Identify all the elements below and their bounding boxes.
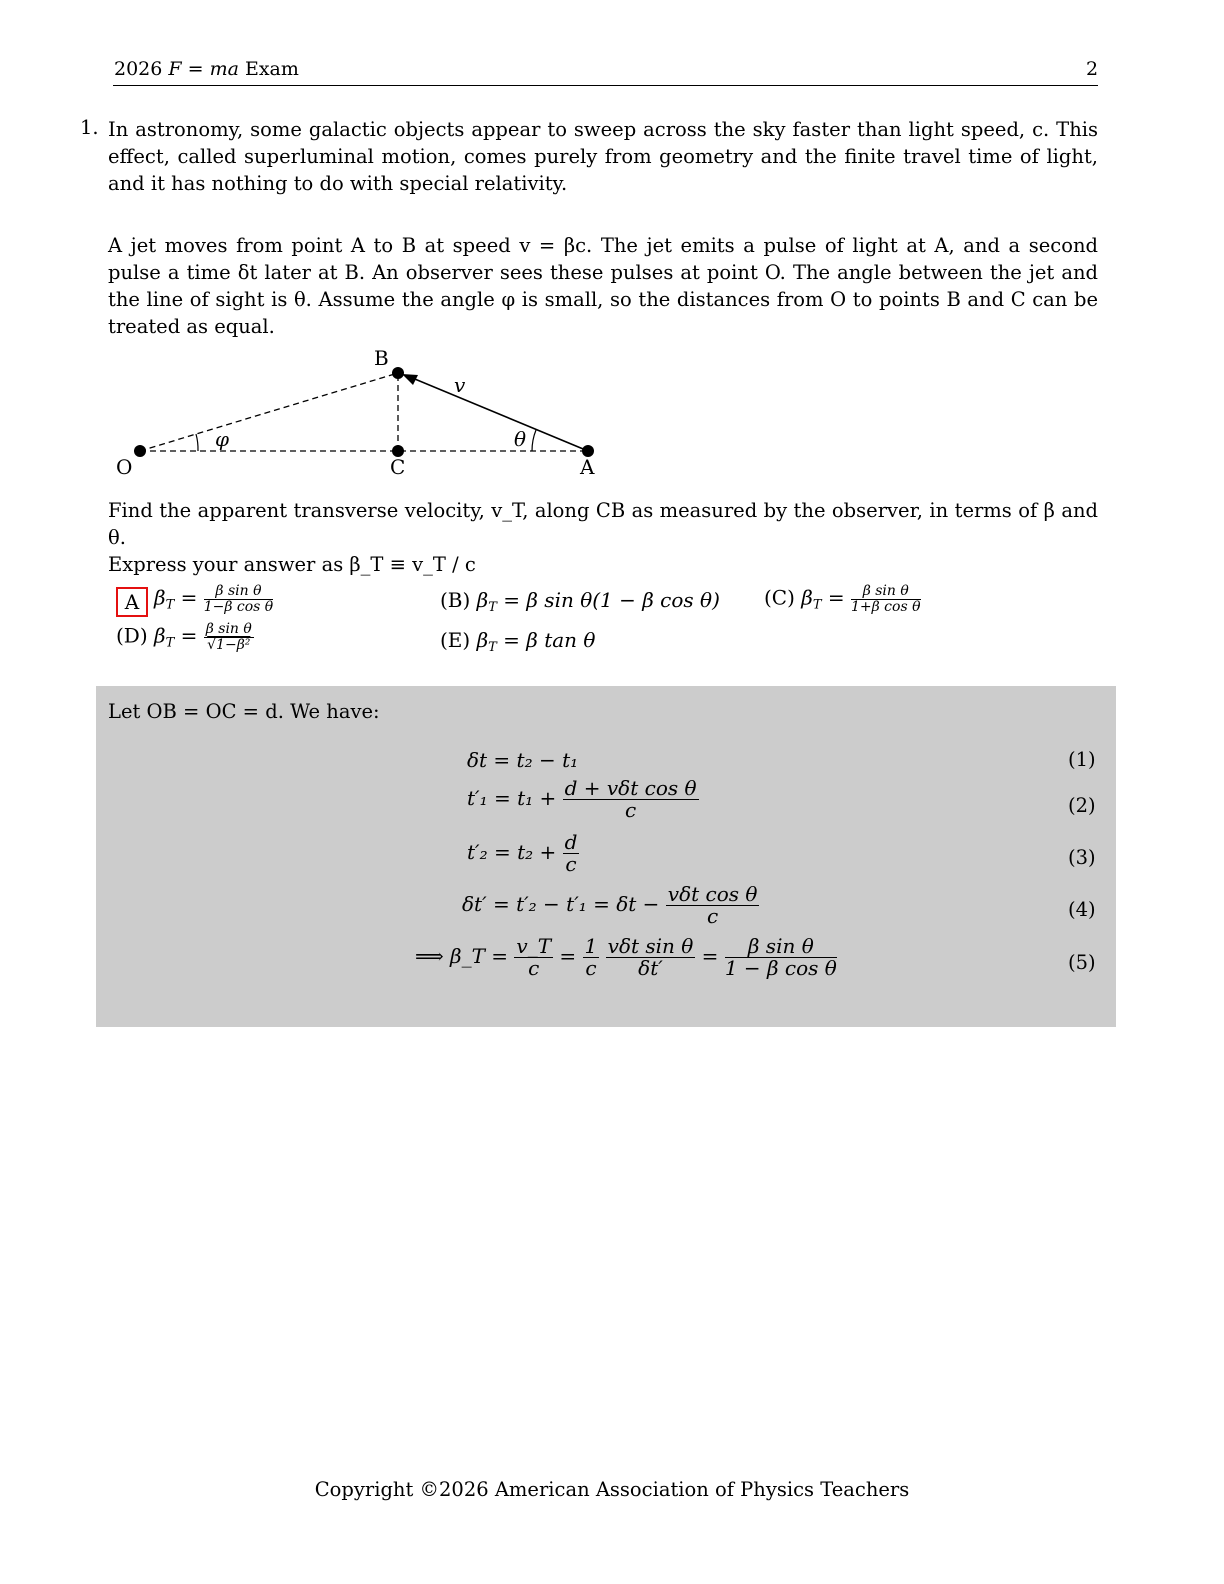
line-ob xyxy=(140,373,398,451)
equation-2-number: (2) xyxy=(1068,794,1096,817)
equation-5-number: (5) xyxy=(1068,951,1096,974)
jet-arrowhead xyxy=(402,374,418,385)
equation-3-fraction xyxy=(563,832,580,875)
phi-arc xyxy=(196,434,198,451)
label-theta: θ xyxy=(514,427,527,451)
equation-4-lhs: δt′ = t′₂ − t′₁ = δt − xyxy=(462,892,660,916)
equation-1: δt = t₂ − t₁ xyxy=(467,748,579,772)
choice-c[interactable]: (C) $\beta_T$ = $\frac{\text{β sin θ}}{\text{1+β cos θ}}$ xyxy=(764,583,921,615)
choice-c-num: β sin θ xyxy=(851,584,921,600)
equation-3-den: c xyxy=(565,852,577,876)
theta-arc xyxy=(532,430,536,451)
equation-2-lhs: t′₁ = t₁ + xyxy=(467,786,557,810)
exam-title-suffix: Exam xyxy=(238,58,299,80)
equation-4-number: (4) xyxy=(1068,898,1096,921)
choice-a-letter[interactable]: A xyxy=(124,590,140,614)
choice-b-label: (B) xyxy=(440,588,471,612)
equation-2-num: d + vδt cos θ xyxy=(564,776,697,800)
label-v: v xyxy=(454,373,466,397)
question-number: 1. xyxy=(80,116,99,139)
equation-4-fraction xyxy=(666,884,760,927)
choice-d-fraction xyxy=(204,622,254,652)
equation-3 xyxy=(467,832,579,875)
exam-title xyxy=(114,58,299,80)
equation-4-num: vδt cos θ xyxy=(667,882,758,906)
choice-e-label: (E) xyxy=(440,628,471,652)
question-prompt: Find the apparent transverse velocity, v_T, along CB as measured by the observer, in terms of β and θ. xyxy=(108,499,1098,549)
equation-5-frac-3 xyxy=(606,936,696,979)
equation-4-den: c xyxy=(707,904,719,928)
equation-5-frac-3-num: vδt sin θ xyxy=(607,934,694,958)
exam-year: 2026 xyxy=(114,58,169,80)
choice-c-fraction xyxy=(851,584,921,614)
point-b xyxy=(392,367,404,379)
choice-c-den: 1+β cos θ xyxy=(851,598,921,615)
jet-arrow xyxy=(410,377,588,451)
choice-d-den: √1−β² xyxy=(207,636,251,653)
solution-intro: Let OB = OC = d. We have: xyxy=(108,700,380,723)
choice-e-expr: β tan θ xyxy=(526,628,596,652)
choice-a[interactable]: $\beta_T$ = $\frac{\text{β sin θ}}{\text{1−β cos θ}}$ xyxy=(154,583,274,615)
equation-5-frac-4-den: 1 − β cos θ xyxy=(724,956,837,980)
equation-3-number: (3) xyxy=(1068,846,1096,869)
geometry-diagram xyxy=(0,330,700,490)
label-b: B xyxy=(374,346,389,370)
equation-5-frac-2 xyxy=(583,936,600,979)
choice-b[interactable]: (B) $\beta_T = \beta$ sin θ(1 − β cos θ) xyxy=(440,588,720,615)
equation-5-frac-2-den: c xyxy=(585,956,597,980)
equation-4 xyxy=(462,884,759,927)
page-number: 2 xyxy=(1086,58,1099,80)
question-paragraph-2: A jet moves from point A to B at speed v = βc. The jet emits a pulse of light at A, and a second pulse a time δt later at B. An observer sees these pulses at point O. The angle between the jet and the line of sight is θ. Assume the angle φ is small, so the distances from O to points B and C can be treated as equal. xyxy=(108,234,1098,338)
equation-5-lhs: β_T = xyxy=(450,944,509,968)
question-paragraph-1: In astronomy, some galactic objects appear to sweep across the sky faster than light speed, c. This effect, called superluminal motion, comes purely from geometry and the finite travel time of light, and it has nothing to do with special relativity. xyxy=(108,118,1098,195)
choice-d[interactable]: (D) $\beta_T$ = $\frac{\text{β sin θ}}{\text{√1−β²}}$ xyxy=(116,621,252,653)
equation-5-frac-1 xyxy=(514,936,553,979)
choice-d-label: (D) xyxy=(116,623,148,648)
copyright-footer: Copyright ©2026 American Association of Physics Teachers xyxy=(314,1478,910,1501)
equation-5-frac-2-num: 1 xyxy=(584,934,598,958)
label-c: C xyxy=(390,455,406,479)
equation-5-frac-4 xyxy=(725,936,837,979)
equation-5-frac-1-num: v_T xyxy=(516,934,552,958)
point-o xyxy=(134,445,146,457)
implies-arrow: ⟹ xyxy=(415,944,444,968)
choice-e[interactable]: (E) $\beta_T = \beta$ tan θ xyxy=(440,628,596,655)
equation-5: ⟹ β_T = $\frac{v\_T}{c}$ = $\frac{1}{c}$ $\frac{\text{vδt sin θ}}{\delta t'}$ = $\frac{\text{β sin θ}}{\text{1 − β cos θ}}$ xyxy=(415,934,837,980)
label-o: O xyxy=(116,455,133,479)
question-paragraph-3 xyxy=(108,497,1098,578)
label-a: A xyxy=(580,455,595,479)
choice-d-num: β sin θ xyxy=(205,621,252,637)
label-phi: φ xyxy=(215,427,230,451)
question-prompt-line2: Express your answer as β_T ≡ v_T / c xyxy=(108,553,476,576)
equation-5-frac-3-den: δt′ xyxy=(638,956,663,980)
choice-b-expr: β sin θ(1 − β cos θ) xyxy=(526,588,720,612)
equation-3-num: d xyxy=(564,830,578,854)
exam-title-var: F = ma xyxy=(168,58,239,80)
equation-1-number: (1) xyxy=(1068,748,1096,771)
equation-3-lhs: t′₂ = t₂ + xyxy=(467,840,557,864)
header-rule xyxy=(113,85,1098,86)
equation-2-den: c xyxy=(624,798,637,822)
choice-c-label: (C) xyxy=(764,585,795,610)
choice-a-den: 1−β cos θ xyxy=(203,598,274,615)
equation-5-frac-1-den: c xyxy=(528,956,540,980)
choice-a-num: β sin θ xyxy=(204,584,274,600)
equation-5-frac-4-num: β sin θ xyxy=(725,936,837,958)
equation-2 xyxy=(467,778,699,821)
equation-2-fraction xyxy=(563,778,699,821)
choice-a-fraction xyxy=(204,584,274,614)
